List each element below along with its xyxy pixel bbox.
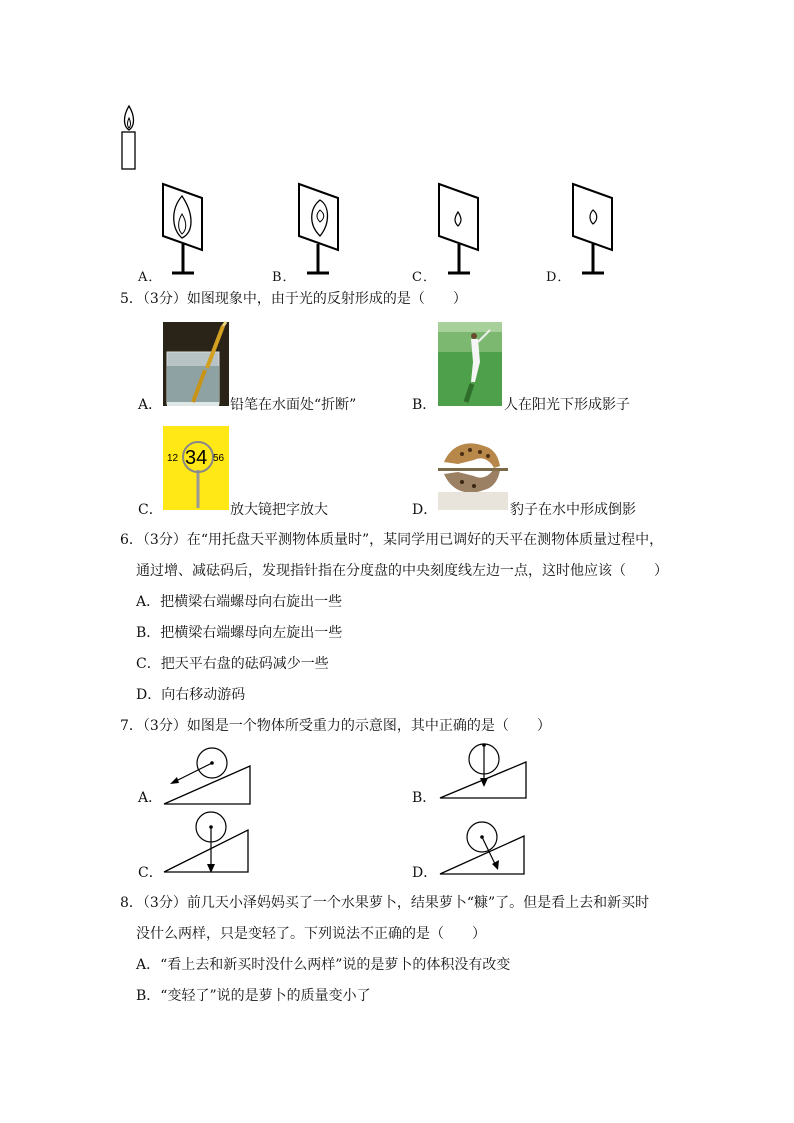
q6-option-b[interactable]: B．把横梁右端螺母向左旋出一些 [136, 625, 343, 641]
gravity-figure-b [436, 742, 532, 806]
gravity-figure-c [160, 810, 256, 880]
q5-option-a-caption: 铅笔在水面处“折断” [230, 397, 357, 413]
screen-d-figure [570, 180, 616, 276]
q5-option-c-caption: 放大镜把字放大 [230, 502, 328, 518]
svg-text:12: 12 [167, 453, 179, 464]
q8-option-a[interactable]: A．“看上去和新买时没什么两样”说的是萝卜的体积没有改变 [136, 957, 511, 973]
q8-option-b[interactable]: B．“变轻了”说的是萝卜的质量变小了 [136, 988, 371, 1004]
q5-option-b-caption: 人在阳光下形成影子 [504, 397, 630, 413]
svg-text:34: 34 [185, 447, 208, 469]
leopard-reflection-photo [438, 426, 508, 510]
q4-option-c[interactable]: C． [412, 270, 437, 285]
q7-option-a-letter[interactable]: A． [138, 790, 163, 806]
q5-option-a-letter[interactable]: A． [138, 397, 163, 413]
svg-text:56: 56 [213, 453, 225, 464]
q6-option-c[interactable]: C．把天平右盘的砝码减少一些 [136, 656, 329, 672]
screen-b-figure [296, 180, 342, 276]
screen-c-figure [436, 180, 482, 276]
gravity-figure-d [436, 810, 532, 880]
q5-option-b-letter[interactable]: B． [412, 397, 437, 413]
q4-option-d[interactable]: D． [546, 270, 572, 285]
q5-option-c-letter[interactable]: C． [138, 502, 163, 518]
candle-figure [118, 104, 142, 172]
q4-option-b[interactable]: B． [272, 270, 297, 285]
q6-option-a[interactable]: A．把横梁右端螺母向右旋出一些 [136, 594, 343, 610]
q5-option-d-caption: 豹子在水中形成倒影 [510, 502, 636, 518]
q4-option-a[interactable]: A． [138, 270, 163, 285]
q5-stem: 5．（3分）如图现象中，由于光的反射形成的是（ ） [120, 291, 467, 307]
person-shadow-photo [438, 322, 502, 406]
q6-stem-line2: 通过增、减砝码后，发现指针指在分度盘的中央刻度线左边一点，这时他应该（ ） [136, 563, 668, 579]
q7-option-d-letter[interactable]: D． [412, 865, 438, 881]
screen-a-figure [160, 180, 206, 276]
magnifier-photo [163, 426, 229, 510]
q6-stem-line1: 6．（3分）在“用托盘天平测物体质量时”，某同学用已调好的天平在测物体质量过程中， [120, 532, 664, 548]
pencil-in-water-photo [163, 322, 229, 406]
q7-stem: 7．（3分）如图是一个物体所受重力的示意图，其中正确的是（ ） [120, 718, 551, 734]
gravity-figure-a [160, 742, 256, 806]
q5-option-d-letter[interactable]: D． [412, 502, 438, 518]
q7-option-c-letter[interactable]: C． [138, 865, 163, 881]
q7-option-b-letter[interactable]: B． [412, 790, 437, 806]
q8-stem-line2: 没什么两样，只是变轻了。下列说法不正确的是（ ） [136, 926, 486, 942]
q8-stem-line1: 8．（3分）前几天小泽妈妈买了一个水果萝卜，结果萝卜“糠”了。但是看上去和新买时 [120, 895, 650, 911]
q6-option-d[interactable]: D．向右移动游码 [136, 687, 246, 703]
